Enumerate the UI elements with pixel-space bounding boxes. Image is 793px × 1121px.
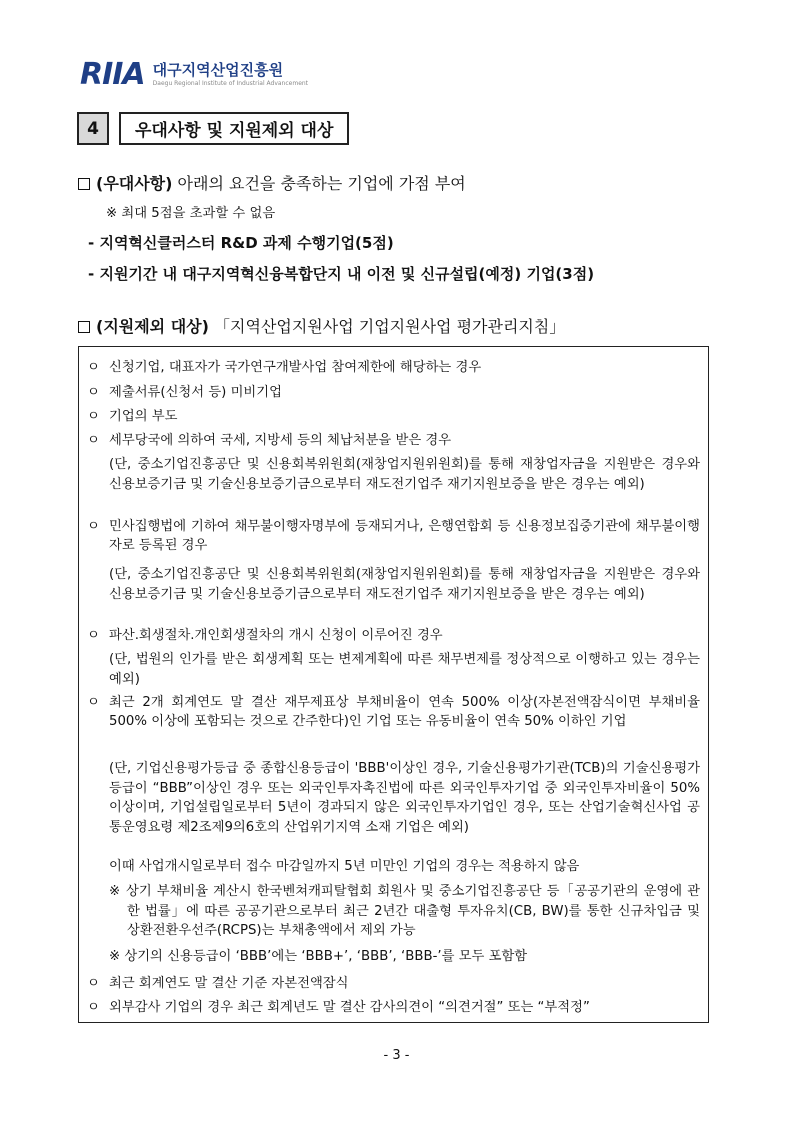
bullet-icon: ㅇ	[87, 1000, 100, 1015]
preferential-description: 아래의 요건을 충족하는 기업에 가점 부여	[177, 174, 466, 193]
bullet-icon: ㅇ	[87, 409, 100, 424]
bullet-icon: ㅇ	[87, 695, 100, 710]
exclusion-heading	[78, 317, 565, 337]
bullet-icon: ㅇ	[87, 976, 100, 991]
exception-note: 이때 사업개시일로부터 접수 마감일까지 5년 미만인 기업의 경우는 적용하지 않음	[109, 859, 580, 874]
section-heading	[77, 112, 349, 145]
checkbox-icon	[78, 321, 90, 333]
preferential-heading	[78, 174, 466, 194]
preferential-note: ※ 최대 5점을 초과할 수 없음	[106, 206, 276, 221]
footnote: ※ 상기 부채비율 계산시 한국벤쳐캐피탈협회 회원사 및 중소기업진흥공단 등「공공기관의 운영에 관한 법률」에 따른 공공기관으로부터 최근 2년간 대출형 투자유치(CB, BW)를 통한 신규차입금 및 상환전환우선주(RCPS)는 부채총액에서 제외 가능	[109, 884, 700, 938]
preferential-item: - 지역혁신클러스터 R&D 과제 수행기업(5점)	[88, 234, 394, 252]
section-number: 4	[77, 112, 109, 145]
bullet-icon: ㅇ	[87, 519, 100, 534]
org-name-korean: 대구지역산업진흥원	[152, 61, 284, 79]
section-title: 우대사항 및 지원제외 대상	[119, 112, 349, 145]
logo-mark: RIIA	[80, 57, 145, 92]
bullet-icon: ㅇ	[87, 628, 100, 643]
exception-note: (단, 중소기업진흥공단 및 신용회복위원회(재창업지원위원회)를 통해 재창업자금을 지원받은 경우와 신용보증기금 및 기술신용보증기금으로부터 재도전기업주 재기지원보증을 받은 경우는 예외)	[109, 457, 700, 492]
exclusion-label: (지원제외 대상)	[96, 317, 209, 336]
preferential-item: - 지원기간 내 대구지역혁신융복합단지 내 이전 및 신규설립(예정) 기업(3점)	[88, 265, 595, 283]
exception-note: (단, 법원의 인가를 받은 회생계획 또는 변제계획에 따른 채무변제를 정상적으로 이행하고 있는 경우는 예외)	[109, 652, 700, 687]
page-number: - 3 -	[383, 1048, 410, 1063]
bullet-icon: ㅇ	[87, 433, 100, 448]
preferential-label: (우대사항)	[96, 174, 173, 193]
org-name-english: Daegu Regional Institute of Industrial Advancement	[152, 80, 309, 87]
footnote: ※ 상기의 신용등급이 ‘BBB’에는 ‘BBB+’, ‘BBB’, ‘BBB-’를 모두 포함함	[109, 949, 528, 964]
bullet-icon: ㅇ	[87, 385, 100, 400]
exclusion-criteria-box: ㅇ 신청기업, 대표자가 국가연구개발사업 참여제한에 해당하는 경우 ㅇ 제출서류(신청서 등) 미비기업 ㅇ 기업의 부도 ㅇ 세무당국에 의하여 국세, 지방세 등의 체납처분을 받은 경우 (단, 중소기업진흥공단 및 신용회복위원회(재창업지원위원회)를 통해 재창업자금을 지원받은 경우와 신용보증기금 및 기술신용보증기금으로부터 재도전기업주 재기지원보증을 받은 경우는 예외) ㅇ 민사집행법에 기하여 채무불이행자명부에 등재되거나, 은행연합회 등 신용정보집중기관에 채무불이행자로 등록된 경우 (단, 중소기업진흥공단 및 신용회복위원회(재창업지원위원회)를 통해 재창업자금을 지원받은 경우와 신용보증기금 및 기술신용보증기금으로부터 재도전기업주 재기지원보증을 받은 경우는 예외) ㅇ 파산.회생절차.개인회생절차의 개시 신청이 이루어진 경우 (단, 법원의 인가를 받은 회생계획 또는 변제계획에 따른 채무변제를 정상적으로 이행하고 있는 경우는 예외) ㅇ 최근 2개 회계연도 말 결산 재무제표상 부채비율이 연속 500% 이상(자본전액잠식이면 부채비율 500% 이상에 포함되는 것으로 간주한다)인 기업 또는 유동비율이 연속 50% 이하인 기업 (단, 기업신용평가등급 중 종합신용등급이 'BBB'이상인 경우, 기술신용평가기관(TCB)의 기술신용평가 등급이 “BBB”이상인 경우 또는 외국인투자촉진법에 따른 외국인투자기업 중 외국인투자비율이 50%이상이며, 기업설립일로부터 5년이 경과되지 않은 외국인투자기업인 경우, 또는 산업기술혁신사업 공통운영요령 제2조제9의6호의 산업위기지역 소재 기업은 예외) 이때 사업개시일로부터 접수 마감일까지 5년 미만인 기업의 경우는 적용하지 않음 ※ 상기 부채비율 계산시 한국벤쳐캐피탈협회 회원사 및 중소기업진흥공단 등「공공기관의 운영에 관한 법률」에 따른 공공기관으로부터 최근 2년간 대출형 투자유치(CB, BW)를 통한 신규차입금 및 상환전환우선주(RCPS)는 부채총액에서 제외 가능 ※ 상기의 신용등급이 ‘BBB’에는 ‘BBB+’, ‘BBB’, ‘BBB-’를 모두 포함함 ㅇ 최근 회계연도 말 결산 기준 자본전액잠식 ㅇ 외부감사 기업의 경우 최근 회계년도 말 결산 감사의견이 “의견거절” 또는 “부적정”	[78, 346, 709, 1023]
exception-note: (단, 기업신용평가등급 중 종합신용등급이 'BBB'이상인 경우, 기술신용평가기관(TCB)의 기술신용평가 등급이 “BBB”이상인 경우 또는 외국인투자촉진법에 따른 외국인투자기업 중 외국인투자비율이 50%이상이며, 기업설립일로부터 5년이 경과되지 않은 외국인투자기업인 경우, 또는 산업기술혁신사업 공통운영요령 제2조제9의6호의 산업위기지역 소재 기업은 예외)	[109, 761, 700, 835]
checkbox-icon	[78, 178, 90, 190]
exclusion-description: 「지역산업지원사업 기업지원사업 평가관리지침」	[214, 317, 566, 336]
org-logo	[80, 57, 309, 92]
bullet-icon: ㅇ	[87, 360, 100, 375]
exception-note: (단, 중소기업진흥공단 및 신용회복위원회(재창업지원위원회)를 통해 재창업자금을 지원받은 경우와 신용보증기금 및 기술신용보증기금으로부터 재도전기업주 재기지원보증을 받은 경우는 예외)	[109, 567, 700, 602]
